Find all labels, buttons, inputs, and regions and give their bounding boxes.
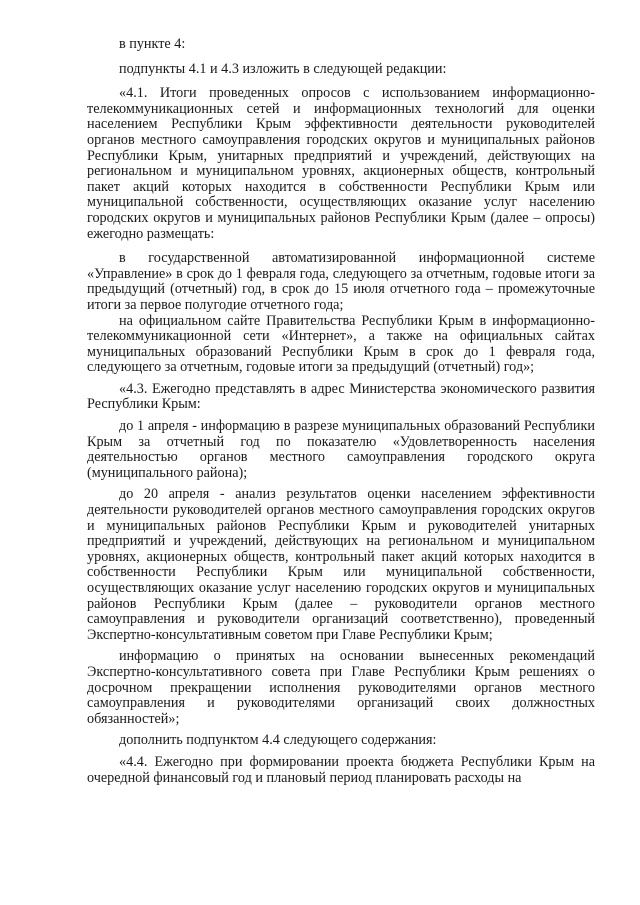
- paragraph-amend-4-1-4-3: подпункты 4.1 и 4.3 изложить в следующей редакции:: [119, 60, 447, 77]
- paragraph-4-1-official-site: на официальном сайте Правительства Республики Крым в информационно-телекоммуникационной сети «Интернет», а также на официальных сайтах муниципальных образований Республики Крым в срок до 1 февраля года, следующего за отчетным, годовые итоги за предыдущий (отчетный) год»;: [87, 312, 595, 376]
- paragraph-4-3: «4.3. Ежегодно представлять в адрес Министерства экономического развития Республики Крым:: [87, 380, 595, 413]
- paragraph-4-3-april-20: до 20 апреля - анализ результатов оценки населением эффективности деятельности руководителей органов местного самоуправления городских округов и муниципальных районов Республики Крым и руководителей унитарных предприятий и учреждений, действующих на региональном и муниципальном уровнях, акционерных обществ, контрольный пакет акций которых находится в собственности Республики Крым или муниципальной собственности, осуществляющих оказание услуг населению городских округов и муниципальных районов Республики Крым (далее – руководители органов местного самоуправления и руководители организаций соответственно), проведенный Экспертно-консультативным советом при Главе Республики Крым;: [87, 486, 595, 643]
- paragraph-4-1: «4.1. Итоги проведенных опросов с использованием информационно-телекоммуникационных сетей и информационных технологий для оценки населением Республики Крым эффективности деятельности руководителей органов местного самоуправления городских округов и муниципальных районов Республики Крым, унитарных предприятий и учреждений, действующих на региональном и муниципальном уровнях, акционерных обществ, контрольный пакет акций которых находится в собственности Республики Крым или муниципальной собственности, осуществляющих оказание услуг населению городских округов и муниципальных районов Республики Крым (далее – опросы) ежегодно размещать:: [87, 85, 595, 242]
- paragraph-4-3-decisions: информацию о принятых на основании вынесенных рекомендаций Экспертно-консультативного совета при Главе Республики Крым решениях о досрочном прекращении исполнения руководителями органов местного самоуправления и руководителями организаций своих должностных обязанностей»;: [87, 648, 595, 727]
- paragraph-4-1-gas-upravlenie: в государственной автоматизированной информационной системе «Управление» в срок до 1 февраля года, следующего за отчетным, годовые итоги за предыдущий (отчетный) год, в срок до 15 июля отчетного года – промежуточные итоги за первое полугодие отчетного года;: [87, 250, 595, 313]
- paragraph-intro: в пункте 4:: [119, 36, 186, 52]
- paragraph-add-4-4: дополнить подпунктом 4.4 следующего содержания:: [119, 732, 437, 749]
- paragraph-4-3-april-1: до 1 апреля - информацию в разрезе муниципальных образований Республики Крым за отчетный год по показателю «Удовлетворенность населения деятельностью органов местного самоуправления городского округа (муниципального района);: [87, 418, 595, 481]
- document-body: [87, 37, 595, 786]
- paragraph-4-4: «4.4. Ежегодно при формировании проекта бюджета Республики Крым на очередной финансовый год и плановый период планировать расходы на: [87, 753, 595, 786]
